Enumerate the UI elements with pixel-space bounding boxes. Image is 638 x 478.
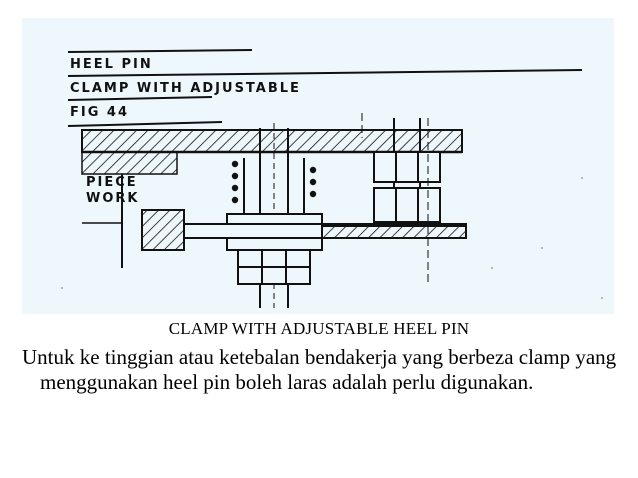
heel-pin-nut-upper <box>374 152 440 182</box>
label-piece: PIECE <box>86 175 138 190</box>
top-plate <box>82 130 462 152</box>
figure-caption: CLAMP WITH ADJUSTABLE HEEL PIN <box>168 319 470 338</box>
label-fig: FIG 44 <box>70 105 130 120</box>
heel-pin-nut-lower <box>374 188 440 222</box>
clamp-drawing-figure <box>22 18 614 314</box>
label-heel-pin: HEEL PIN <box>70 57 153 72</box>
label-work: WORK <box>86 191 140 206</box>
clamp-drawing <box>22 18 614 314</box>
clamp-foot <box>142 210 184 250</box>
label-clamp-adjustable: CLAMP WITH ADJUSTABLE <box>70 81 301 96</box>
body-paragraph: Untuk ke tinggian atau ketebalan bendakerja yang berbeza clamp yang menggunakan heel pin boleh laras adalah perlu digunakan. <box>22 345 617 394</box>
bottom-nut <box>238 250 310 284</box>
